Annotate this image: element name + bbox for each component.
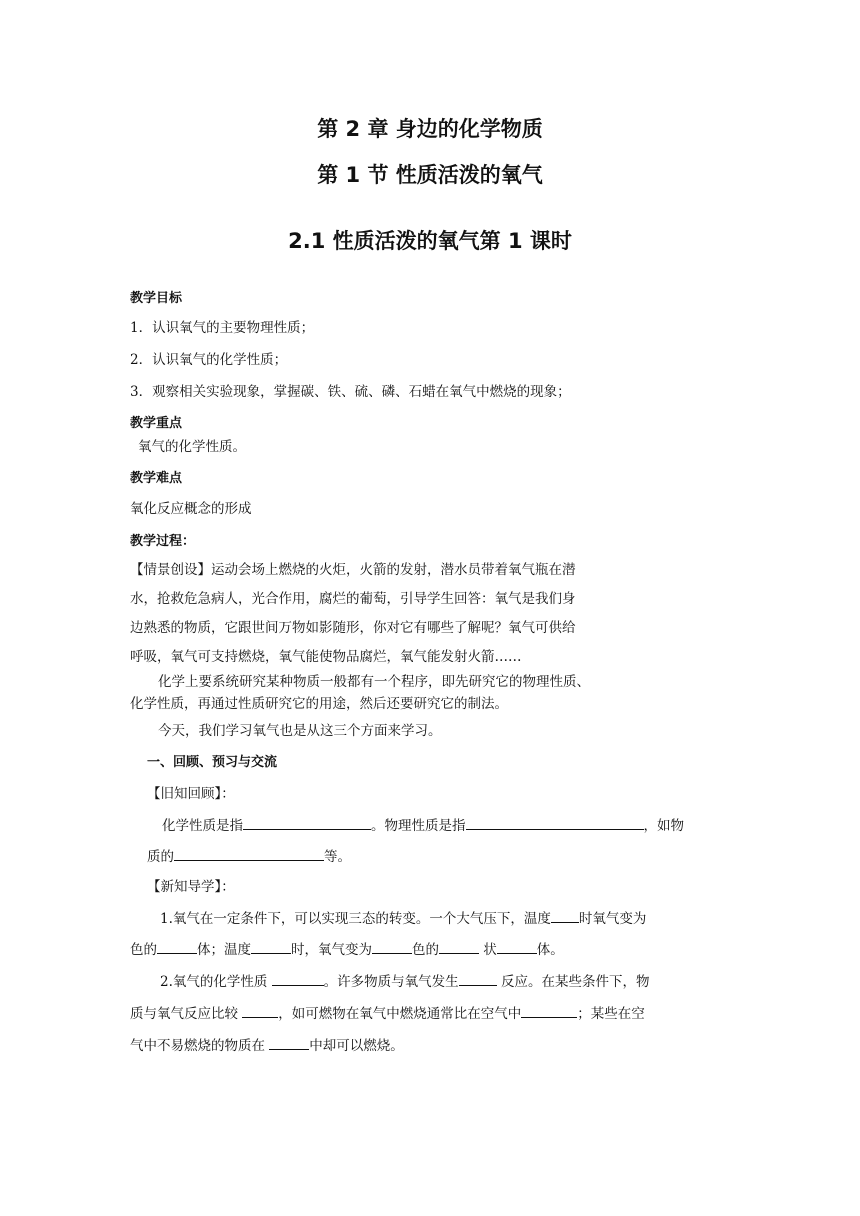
review-text-a: 化学性质是指 bbox=[162, 818, 243, 834]
q2-line-1 bbox=[160, 971, 649, 992]
answer-blank[interactable] bbox=[521, 1003, 577, 1018]
q2-text-e: ，如可燃物在氧气中燃烧通常比在空气中 bbox=[278, 1006, 522, 1022]
answer-blank[interactable] bbox=[251, 939, 291, 954]
key-point-text: 氧气的化学性质。 bbox=[138, 439, 246, 455]
answer-blank[interactable] bbox=[243, 815, 371, 830]
q1-text-c: 色的 bbox=[130, 942, 157, 958]
review-line-2 bbox=[147, 846, 351, 867]
q2-text-g: 气中不易燃烧的物质在 bbox=[130, 1038, 270, 1054]
q1-line-2 bbox=[130, 939, 564, 960]
lesson-title: 2.1 性质活泼的氧气第 1 课时 bbox=[288, 229, 572, 253]
goal-item-3: 3．观察相关实验现象，掌握碳、铁、硫、磷、石蜡在氧气中燃烧的现象； bbox=[130, 384, 571, 400]
part1-heading: 一、回顾、预习与交流 bbox=[147, 755, 278, 770]
para2-line-2: 化学性质，再通过性质研究它的用途，然后还要研究它的制法。 bbox=[130, 696, 508, 712]
difficulty-text: 氧化反应概念的形成 bbox=[130, 501, 252, 517]
review-text-b: 。物理性质是指 bbox=[371, 818, 466, 834]
review-line-1 bbox=[162, 815, 684, 836]
answer-blank[interactable] bbox=[551, 908, 579, 923]
process-heading: 教学过程： bbox=[130, 534, 196, 549]
difficulty-heading: 教学难点 bbox=[130, 471, 183, 486]
intro-line-4: 呼吸，氧气可支持燃烧，氧气能使物品腐烂，氧气能发射火箭…… bbox=[130, 649, 522, 665]
q1-text-h: 体。 bbox=[536, 942, 564, 958]
new-knowledge-label: 【新知导学】： bbox=[147, 879, 235, 895]
q2-text-h: 中却可以燃烧。 bbox=[309, 1038, 404, 1054]
review-text-c: ，如物 bbox=[643, 818, 684, 834]
q1-text-g: 状 bbox=[479, 942, 497, 958]
review-text-e: 等。 bbox=[324, 849, 351, 865]
answer-blank[interactable] bbox=[466, 815, 644, 830]
answer-blank[interactable] bbox=[242, 1003, 278, 1018]
q2-text-b: 。许多物质与氧气发生 bbox=[323, 974, 459, 990]
goal-item-2: 2．认识氧气的化学性质； bbox=[130, 352, 288, 368]
answer-blank[interactable] bbox=[497, 939, 537, 954]
q1-text-d: 体；温度 bbox=[197, 942, 251, 958]
answer-blank[interactable] bbox=[272, 971, 324, 986]
answer-blank[interactable] bbox=[269, 1035, 309, 1050]
intro-line-3: 边熟悉的物质，它跟世间万物如影随形，你对它有哪些了解呢？氧气可供给 bbox=[130, 620, 576, 636]
key-point-heading: 教学重点 bbox=[130, 416, 183, 431]
answer-blank[interactable] bbox=[459, 971, 497, 986]
goals-heading: 教学目标 bbox=[130, 291, 183, 306]
q2-line-2 bbox=[130, 1003, 645, 1024]
q2-text-a: 2.氧气的化学性质 bbox=[160, 974, 272, 990]
goal-item-1: 1．认识氧气的主要物理性质； bbox=[130, 320, 315, 336]
answer-blank[interactable] bbox=[157, 939, 197, 954]
para2-line-1: 化学上要系统研究某种物质一般都有一个程序，即先研究它的物理性质、 bbox=[158, 674, 590, 690]
chapter-title: 第 2 章 身边的化学物质 bbox=[317, 117, 543, 141]
review-label: 【旧知回顾】： bbox=[147, 786, 235, 802]
q2-line-3 bbox=[130, 1035, 404, 1056]
q1-line-1 bbox=[160, 908, 646, 929]
q2-text-f: ；某些在空 bbox=[577, 1006, 645, 1022]
intro-line-2: 水，抢救危急病人，光合作用，腐烂的葡萄，引导学生回答：氧气是我们身 bbox=[130, 591, 576, 607]
q1-text-a: 1.氧气在一定条件下，可以实现三态的转变。一个大气压下，温度 bbox=[160, 911, 551, 927]
q1-text-e: 时，氧气变为 bbox=[291, 942, 372, 958]
answer-blank[interactable] bbox=[439, 939, 479, 954]
answer-blank[interactable] bbox=[174, 846, 324, 861]
review-text-d: 质的 bbox=[147, 849, 174, 865]
intro-line-1: 【情景创设】运动会场上燃烧的火炬，火箭的发射，潜水员带着氧气瓶在潜 bbox=[130, 562, 576, 578]
para3: 今天，我们学习氧气也是从这三个方面来学习。 bbox=[158, 723, 442, 739]
answer-blank[interactable] bbox=[372, 939, 412, 954]
q2-text-c: 反应。在某些条件下，物 bbox=[496, 974, 650, 990]
section-title: 第 1 节 性质活泼的氧气 bbox=[317, 163, 543, 187]
q1-text-b: 时氧气变为 bbox=[578, 911, 647, 927]
q1-text-f: 色的 bbox=[412, 942, 439, 958]
q2-text-d: 质与氧气反应比较 bbox=[130, 1006, 243, 1022]
